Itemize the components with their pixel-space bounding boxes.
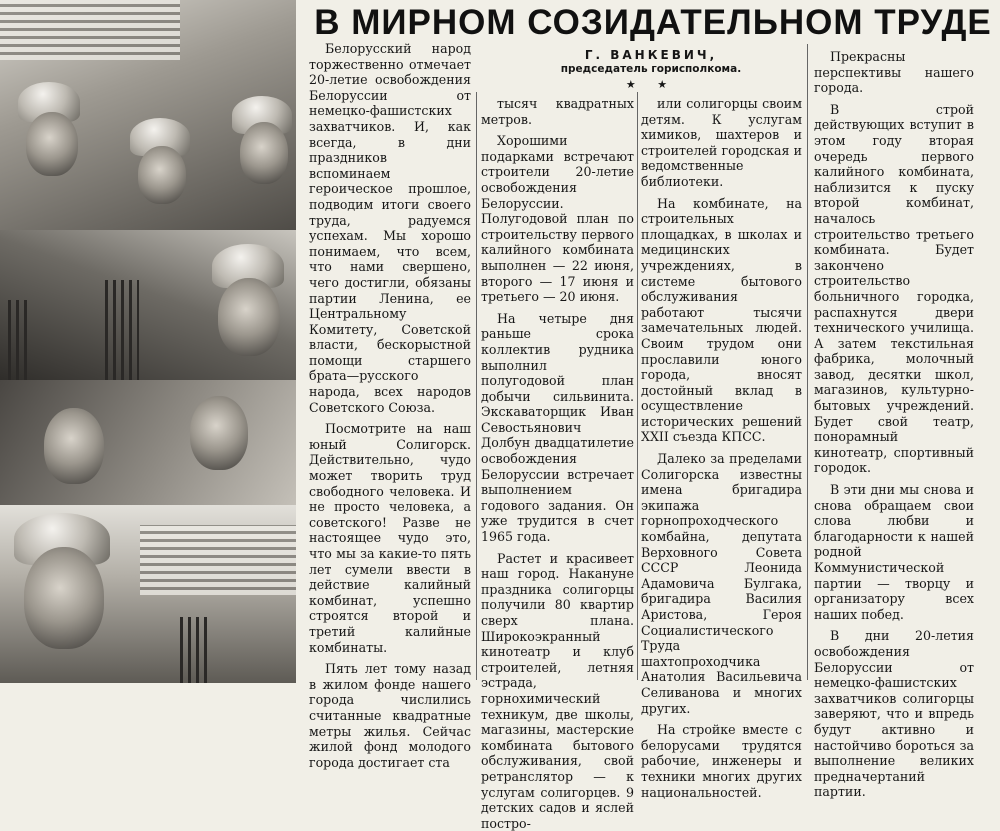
column-rule [476, 92, 477, 680]
author-name: Г. ВАНКЕВИЧ, [584, 48, 718, 62]
crane-tower [180, 617, 208, 683]
paragraph: Растет и красивеет наш город. Накануне праздника солигорцы получили 80 квартир сверх плана. Широкоэкранный кинотеатр и клуб строителей, летняя эстрада, горнохимический техникум, две школы, магазины, мастерские комбината бытового обслуживания, свой ретранслятор — к услугам солигорцев. 9 детских садов и яслей постро- [481, 550, 634, 831]
column-rule [807, 44, 808, 680]
worker-face [218, 278, 280, 356]
headframe-tower [105, 280, 139, 380]
paragraph: В строй действующих вступит в этом году вторая очередь первого калийного комбината, наблизится к пуску второй комбинат, началось строительство третьего комбината. Будет закончено строительство больничного городка, распахнутся двери технического училища. А затем текстильная фабрика, молочный завод, десятки школ, магазинов, культурно-бытовых учреждений. Будет свой театр, понорамный кинотеатр, спортивный городок. [814, 101, 974, 476]
byline [541, 48, 761, 91]
miner-face [26, 112, 78, 176]
paragraph: Пять лет тому назад в жилом фонде нашего города числились считанные квадратные метры жилья. Сейчас жилой фонд молодого города достигает ста [309, 661, 471, 770]
headline: В МИРНОМ СОЗИДАТЕЛЬНОМ ТРУДЕ [314, 3, 992, 42]
paragraph: В дни 20-летия освобождения Белоруссии от немецко-фашистских захватчиков солигорцы заверяют, что и впредь будут активно и настойчиво бороться за выполнение великих предначертаний партии. [814, 628, 974, 800]
paragraph: На комбинате, на строительных площадках, в школах и медицинских учреждениях, в системе бытового обслуживания работают тысячи замечательных людей. Своим трудом они прославили юного города, вносят достойный вклад в осуществление исторических решений XXII съезда КПСС. [641, 195, 802, 445]
paragraph: тысяч квадратных метров. [481, 96, 634, 127]
paragraph: На стройке вместе с белорусами трудятся рабочие, инженеры и техники многих других национальностей. [641, 722, 802, 800]
photo-workers-closeup [0, 380, 296, 505]
paragraph: Прекрасны перспективы нашего города. [814, 49, 974, 96]
worker-face [190, 396, 248, 470]
paragraph: Белорусский народ торжественно отмечает 20-летие освобождения Белоруссии от немецко-фашистских захватчиков. И, как всегда, в дни праздников вспоминаем героическое прошлое, подводим итоги своего труда, радуемся успехам. Мы хорошо понимаем, что всем, что нами свершено, чего достигли, обязаны партии Ленина, ее Центральному Комитету, Советской власти, бескорыстной помощи старшего брата—русского народа, всех народов Советского Союза. [309, 41, 471, 415]
paragraph: Хорошими подарками встречают строители 20-летие освобождения Белоруссии. Полугодовой план по строительству первого калийного комбината выполнен — 22 июня, второго — 17 июня и третьего — 20 июня. [481, 133, 634, 305]
photo-miners-in-helmets [0, 0, 296, 230]
photo-mine-headframe [0, 230, 296, 380]
article-column-3 [641, 96, 802, 800]
byline-stars: ★ ★ [625, 78, 677, 91]
building-facade [0, 0, 180, 60]
article-column-2 [481, 96, 634, 831]
paragraph: В эти дни мы снова и снова обращаем свои слова любви и благодарности к нашей родной Коммунистической партии — творцу и организатору всех наших побед. [814, 482, 974, 622]
paragraph: Далеко за пределами Солигорска известны имена бригадира экипажа горнопроходческого комбайна, депутата Верховного Совета СССР Леонида Адамовича Булгака, бригадира Василия Аристова, Героя Социалистического Труда шахтопроходчика Анатолия Васильевича Селиванова и многих других. [641, 451, 802, 716]
author-position: председатель горисполкома. [560, 63, 742, 75]
news-photo-collage [0, 0, 296, 683]
column-rule [637, 92, 638, 680]
headframe-tower [8, 300, 30, 380]
worker-face [44, 408, 104, 484]
article-column-4 [814, 49, 974, 800]
article-column-1 [309, 41, 471, 770]
paragraph: На четыре дня раньше срока коллектив рудника выполнил полугодовой план добычи сильвинита. Экскаваторщик Иван Севостьянович Долбун двадцатилетие освобождения Белоруссии встречает выполнением годового задания. Он уже трудится в счет 1965 года. [481, 310, 634, 545]
woman-face [24, 547, 104, 649]
miner-face [240, 122, 288, 184]
paragraph: или солигорцы своим детям. К услугам химиков, шахтеров и строителей городская и ведомственные библиотеки. [641, 96, 802, 189]
miner-face [138, 146, 186, 204]
paragraph: Посмотрите на наш юный Солигорск. Действительно, чудо может творить труд свободного человека. И не просто человека, а советского! Разве не настоящее чудо это, что мы за какие-то пять лет сумели ввести в действие калийный комбинат, успешно строятся второй и третий калийные комбинаты. [309, 421, 471, 655]
photo-woman-builder [0, 505, 296, 683]
construction-site [140, 525, 296, 595]
